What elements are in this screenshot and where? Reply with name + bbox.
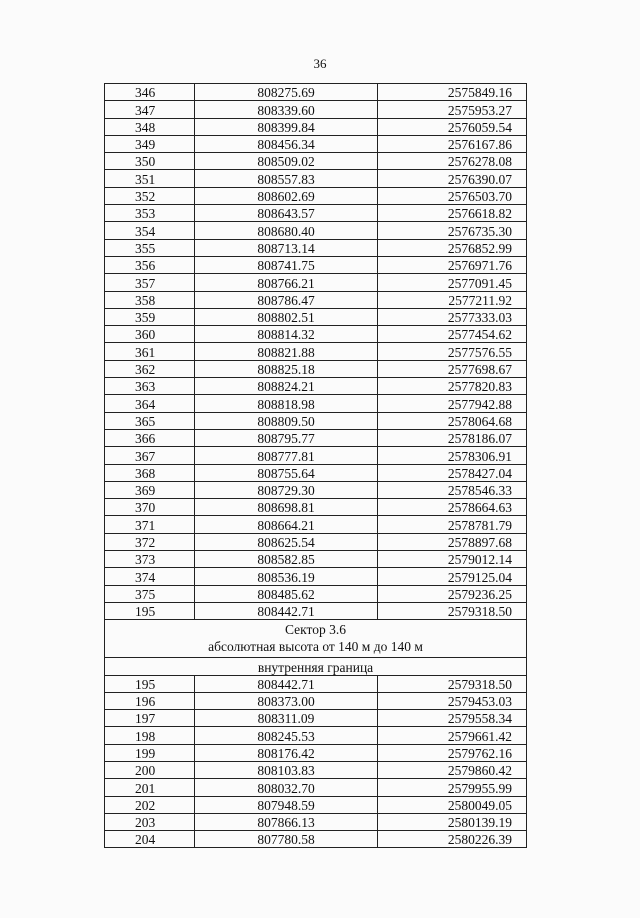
point-number-cell: 361 [105, 343, 195, 360]
y-coordinate-cell: 2579955.99 [378, 779, 527, 796]
point-number-cell: 198 [105, 727, 195, 744]
x-coordinate-cell: 808818.98 [195, 395, 378, 412]
x-coordinate-cell: 808582.85 [195, 551, 378, 568]
x-coordinate-cell: 808755.64 [195, 464, 378, 481]
table-row [105, 153, 527, 170]
point-number-cell: 195 [105, 675, 195, 692]
point-number-cell: 349 [105, 135, 195, 152]
point-number-cell: 371 [105, 516, 195, 533]
y-coordinate-cell: 2576167.86 [378, 135, 527, 152]
y-coordinate-cell: 2577211.92 [378, 291, 527, 308]
y-coordinate-cell: 2577698.67 [378, 360, 527, 377]
y-coordinate-cell: 2576971.76 [378, 256, 527, 273]
table-row [105, 291, 527, 308]
point-number-cell: 199 [105, 744, 195, 761]
x-coordinate-cell: 808680.40 [195, 222, 378, 239]
y-coordinate-cell: 2579453.03 [378, 692, 527, 709]
point-number-cell: 374 [105, 568, 195, 585]
point-number-cell: 369 [105, 481, 195, 498]
sector-caption [105, 620, 527, 658]
table-row [105, 481, 527, 498]
table-row [105, 429, 527, 446]
x-coordinate-cell: 808625.54 [195, 533, 378, 550]
table-row [105, 447, 527, 464]
sector-title: Сектор 3.6 [284, 622, 346, 638]
point-number-cell: 360 [105, 326, 195, 343]
point-number-cell: 368 [105, 464, 195, 481]
x-coordinate-cell: 808275.69 [195, 84, 378, 101]
y-coordinate-cell: 2579125.04 [378, 568, 527, 585]
table-row [105, 585, 527, 602]
y-coordinate-cell: 2579318.50 [378, 602, 527, 619]
point-number-cell: 350 [105, 153, 195, 170]
table-row [105, 831, 527, 848]
point-number-cell: 375 [105, 585, 195, 602]
table-row [105, 256, 527, 273]
table-row [105, 744, 527, 761]
x-coordinate-cell: 808821.88 [195, 343, 378, 360]
x-coordinate-cell: 808766.21 [195, 274, 378, 291]
point-number-cell: 357 [105, 274, 195, 291]
point-number-cell: 204 [105, 831, 195, 848]
y-coordinate-cell: 2578427.04 [378, 464, 527, 481]
sector-header [105, 620, 527, 675]
point-number-cell: 363 [105, 378, 195, 395]
x-coordinate-cell: 808786.47 [195, 291, 378, 308]
x-coordinate-cell: 808729.30 [195, 481, 378, 498]
x-coordinate-cell: 808485.62 [195, 585, 378, 602]
table-row [105, 533, 527, 550]
point-number-cell: 355 [105, 239, 195, 256]
x-coordinate-cell: 808814.32 [195, 326, 378, 343]
point-number-cell: 365 [105, 412, 195, 429]
table-row [105, 813, 527, 830]
table-row [105, 761, 527, 778]
y-coordinate-cell: 2576278.08 [378, 153, 527, 170]
x-coordinate-cell: 807948.59 [195, 796, 378, 813]
table-row [105, 464, 527, 481]
point-number-cell: 348 [105, 118, 195, 135]
x-coordinate-cell: 808442.71 [195, 675, 378, 692]
x-coordinate-cell: 808602.69 [195, 187, 378, 204]
y-coordinate-cell: 2575953.27 [378, 101, 527, 118]
point-number-cell: 203 [105, 813, 195, 830]
x-coordinate-cell: 808509.02 [195, 153, 378, 170]
point-number-cell: 354 [105, 222, 195, 239]
y-coordinate-cell: 2575849.16 [378, 84, 527, 101]
y-coordinate-cell: 2578306.91 [378, 447, 527, 464]
x-coordinate-cell: 808809.50 [195, 412, 378, 429]
y-coordinate-cell: 2579012.14 [378, 551, 527, 568]
table-row [105, 378, 527, 395]
table-row [105, 239, 527, 256]
x-coordinate-cell: 808536.19 [195, 568, 378, 585]
x-coordinate-cell: 808664.21 [195, 516, 378, 533]
table-row [105, 602, 527, 619]
y-coordinate-cell: 2580226.39 [378, 831, 527, 848]
table-row [105, 779, 527, 796]
point-number-cell: 352 [105, 187, 195, 204]
point-number-cell: 347 [105, 101, 195, 118]
point-number-cell: 359 [105, 308, 195, 325]
y-coordinate-cell: 2576852.99 [378, 239, 527, 256]
x-coordinate-cell: 807780.58 [195, 831, 378, 848]
point-number-cell: 373 [105, 551, 195, 568]
y-coordinate-cell: 2579558.34 [378, 710, 527, 727]
table-row [105, 84, 527, 101]
x-coordinate-cell: 808245.53 [195, 727, 378, 744]
y-coordinate-cell: 2579762.16 [378, 744, 527, 761]
point-number-cell: 367 [105, 447, 195, 464]
point-number-cell: 196 [105, 692, 195, 709]
table-row [105, 274, 527, 291]
point-number-cell: 195 [105, 602, 195, 619]
y-coordinate-cell: 2580049.05 [378, 796, 527, 813]
y-coordinate-cell: 2579236.25 [378, 585, 527, 602]
point-number-cell: 200 [105, 761, 195, 778]
x-coordinate-cell: 808824.21 [195, 378, 378, 395]
point-number-cell: 362 [105, 360, 195, 377]
x-coordinate-cell: 808795.77 [195, 429, 378, 446]
y-coordinate-cell: 2577820.83 [378, 378, 527, 395]
table-row [105, 412, 527, 429]
table-row [105, 727, 527, 744]
x-coordinate-cell: 808311.09 [195, 710, 378, 727]
x-coordinate-cell: 808643.57 [195, 205, 378, 222]
y-coordinate-cell: 2580139.19 [378, 813, 527, 830]
point-number-cell: 197 [105, 710, 195, 727]
y-coordinate-cell: 2576503.70 [378, 187, 527, 204]
y-coordinate-cell: 2578781.79 [378, 516, 527, 533]
table-row [105, 692, 527, 709]
table-row [105, 499, 527, 516]
table-row [105, 360, 527, 377]
point-number-cell: 370 [105, 499, 195, 516]
table-row [105, 796, 527, 813]
x-coordinate-cell: 808741.75 [195, 256, 378, 273]
point-number-cell: 356 [105, 256, 195, 273]
y-coordinate-cell: 2576618.82 [378, 205, 527, 222]
table-row [105, 516, 527, 533]
y-coordinate-cell: 2578664.63 [378, 499, 527, 516]
table-row [105, 101, 527, 118]
y-coordinate-cell: 2578064.68 [378, 412, 527, 429]
x-coordinate-cell: 808339.60 [195, 101, 378, 118]
table-row [105, 187, 527, 204]
table-row [105, 222, 527, 239]
y-coordinate-cell: 2579860.42 [378, 761, 527, 778]
x-coordinate-cell: 808373.00 [195, 692, 378, 709]
x-coordinate-cell: 808176.42 [195, 744, 378, 761]
table-row [105, 568, 527, 585]
table-row [105, 118, 527, 135]
x-coordinate-cell: 808456.34 [195, 135, 378, 152]
x-coordinate-cell: 808777.81 [195, 447, 378, 464]
point-number-cell: 372 [105, 533, 195, 550]
x-coordinate-cell: 808032.70 [195, 779, 378, 796]
table-row [105, 551, 527, 568]
x-coordinate-cell: 808698.81 [195, 499, 378, 516]
point-number-cell: 366 [105, 429, 195, 446]
x-coordinate-cell: 807866.13 [195, 813, 378, 830]
point-number-cell: 353 [105, 205, 195, 222]
y-coordinate-cell: 2579318.50 [378, 675, 527, 692]
table-row [105, 308, 527, 325]
point-number-cell: 351 [105, 170, 195, 187]
y-coordinate-cell: 2576390.07 [378, 170, 527, 187]
coordinates-table [104, 83, 527, 848]
y-coordinate-cell: 2576059.54 [378, 118, 527, 135]
point-number-cell: 202 [105, 796, 195, 813]
table-section-a [105, 84, 527, 620]
point-number-cell: 346 [105, 84, 195, 101]
y-coordinate-cell: 2577333.03 [378, 308, 527, 325]
y-coordinate-cell: 2578186.07 [378, 429, 527, 446]
x-coordinate-cell: 808825.18 [195, 360, 378, 377]
sector-altitude: абсолютная высота от 140 м до 140 м [208, 639, 423, 655]
point-number-cell: 201 [105, 779, 195, 796]
point-number-cell: 364 [105, 395, 195, 412]
x-coordinate-cell: 808442.71 [195, 602, 378, 619]
table-row [105, 326, 527, 343]
boundary-label: внутренняя граница [105, 658, 527, 675]
y-coordinate-cell: 2577091.45 [378, 274, 527, 291]
table-row [105, 395, 527, 412]
point-number-cell: 358 [105, 291, 195, 308]
y-coordinate-cell: 2578897.68 [378, 533, 527, 550]
y-coordinate-cell: 2579661.42 [378, 727, 527, 744]
page-number: 36 [313, 56, 327, 71]
x-coordinate-cell: 808802.51 [195, 308, 378, 325]
x-coordinate-cell: 808713.14 [195, 239, 378, 256]
y-coordinate-cell: 2577942.88 [378, 395, 527, 412]
y-coordinate-cell: 2577576.55 [378, 343, 527, 360]
x-coordinate-cell: 808557.83 [195, 170, 378, 187]
y-coordinate-cell: 2578546.33 [378, 481, 527, 498]
table-row [105, 675, 527, 692]
table-row [105, 135, 527, 152]
y-coordinate-cell: 2577454.62 [378, 326, 527, 343]
table-row [105, 170, 527, 187]
table-section-b [105, 675, 527, 848]
y-coordinate-cell: 2576735.30 [378, 222, 527, 239]
x-coordinate-cell: 808103.83 [195, 761, 378, 778]
table-row [105, 710, 527, 727]
table-row [105, 343, 527, 360]
table-row [105, 205, 527, 222]
x-coordinate-cell: 808399.84 [195, 118, 378, 135]
